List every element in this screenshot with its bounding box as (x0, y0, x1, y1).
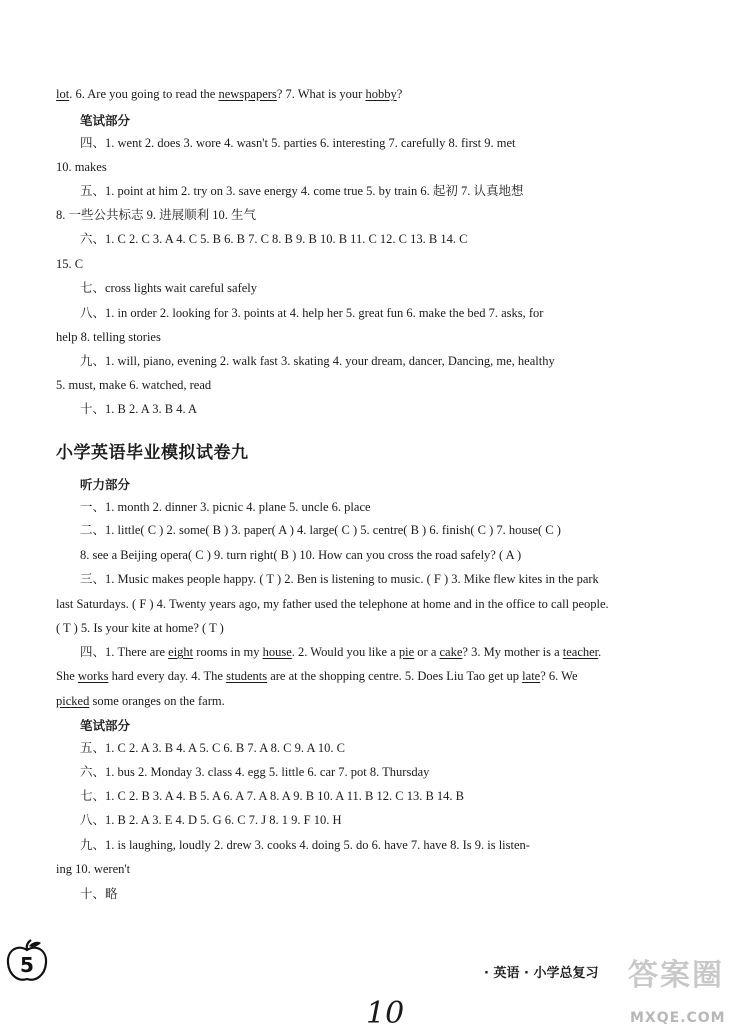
answer-q2-cont: 8. see a Beijing opera( C ) 9. turn right( B ) 10. How can you cross the road safely? ( A ) (80, 548, 522, 562)
text: are at the shopping centre. 5. Does Liu Tao get up (267, 669, 523, 683)
handwritten-page-number: 10 (366, 996, 405, 1031)
answer-q8: 八、1. in order 2. looking for 3. points at 4. help her 5. great fun 6. make the bed 7. asks, for (80, 306, 544, 320)
text: . 2. Would you like a (291, 645, 399, 659)
footer-label: · 英语 · 小学总复习 (484, 966, 599, 981)
answer-q9: 九、1. is laughing, loudly 2. drew 3. cooks 4. doing 5. do 6. have 7. have 8. Is 9. is listen- (80, 838, 530, 852)
underlined-word: works (77, 669, 109, 683)
answer-q7: 七、cross lights wait careful safely (80, 281, 258, 295)
answer-q5-cont: 8. 一些公共标志 9. 进展顺利 10. 生气 (56, 208, 257, 222)
section-title: 小学英语毕业模拟试卷九 (56, 443, 249, 463)
answer-q3: 三、1. Music makes people happy. ( T ) 2. Ben is listening to music. ( F ) 3. Mike flew kites in the park (80, 572, 599, 586)
answer-q10: 十、略 (80, 887, 118, 901)
watermark-url: MXQE.COM (630, 1010, 726, 1026)
text: . 6. Are you going to read the (69, 87, 219, 101)
answer-q7: 七、1. C 2. B 3. A 4. B 5. A 6. A 7. A 8. A 9. B 10. A 11. B 12. C 13. B 14. B (80, 789, 464, 803)
answer-q8-cont: help 8. telling stories (56, 330, 161, 344)
underlined-word: newspapers (218, 87, 277, 101)
answer-q4-cont: 10. makes (56, 160, 107, 174)
underlined-word: house (262, 645, 292, 659)
answer-q6: 六、1. bus 2. Monday 3. class 4. egg 5. little 6. car 7. pot 8. Thursday (80, 765, 430, 779)
underlined-word: pie (398, 645, 415, 659)
answer-q10: 十、1. B 2. A 3. B 4. A (80, 402, 198, 416)
text: hard every day. 4. The (108, 669, 227, 683)
listening-part-heading: 听力部分 (80, 477, 131, 492)
text: or a (414, 645, 440, 659)
text: rooms in my (193, 645, 263, 659)
written-part-heading: 笔试部分 (80, 113, 131, 128)
underlined-word: lot (56, 87, 70, 101)
answer-q4-cont (56, 668, 728, 684)
answer-q2: 二、1. little( C ) 2. some( B ) 3. paper( A ) 4. large( C ) 5. centre( B ) 6. finish( C ) 7. house( C ) (80, 523, 561, 537)
answer-q5: 五、1. C 2. A 3. B 4. A 5. C 6. B 7. A 8. C 9. A 10. C (80, 741, 345, 755)
answer-q4 (80, 644, 728, 660)
text: 四、1. There are (80, 645, 169, 659)
answer-q3-cont2: ( T ) 5. Is your kite at home? ( T ) (56, 621, 224, 635)
text: ? (396, 87, 403, 101)
text: . (598, 645, 602, 659)
text: ? 7. What is your (276, 87, 366, 101)
underlined-word: hobby (365, 87, 397, 101)
apple-page-icon (4, 938, 50, 989)
answer-q1: 一、1. month 2. dinner 3. picnic 4. plane 5. uncle 6. place (80, 500, 371, 514)
apple-number: 5 (20, 953, 34, 977)
text: some oranges on the farm. (89, 694, 225, 708)
answer-q3-cont: last Saturdays. ( F ) 4. Twenty years ago, my father used the telephone at home and in the office to call people. (56, 597, 609, 611)
text: She (56, 669, 78, 683)
answer-q6-cont: 15. C (56, 257, 84, 271)
underlined-word: cake (439, 645, 463, 659)
underlined-word: eight (168, 645, 194, 659)
answer-q8: 八、1. B 2. A 3. E 4. D 5. G 6. C 7. J 8. 1 9. F 10. H (80, 813, 342, 827)
written-part-heading-2: 笔试部分 (80, 718, 131, 733)
underlined-word: picked (56, 694, 90, 708)
answer-q9: 九、1. will, piano, evening 2. walk fast 3. skating 4. your dream, dancer, Dancing, me, healthy (80, 354, 555, 368)
text: ? 3. My mother is a (462, 645, 563, 659)
underlined-word: students (226, 669, 268, 683)
answer-q9-cont: ing 10. weren't (56, 862, 131, 876)
answer-q6: 六、1. C 2. C 3. A 4. C 5. B 6. B 7. C 8. B 9. B 10. B 11. C 12. C 13. B 14. C (80, 232, 468, 246)
answer-line-listening-end (56, 86, 728, 102)
text: ? 6. We (540, 669, 578, 683)
watermark-logo: 答案圈 (628, 958, 724, 993)
answer-q4: 四、1. went 2. does 3. wore 4. wasn't 5. parties 6. interesting 7. carefully 8. first 9. met (80, 136, 516, 150)
answer-q9-cont: 5. must, make 6. watched, read (56, 378, 212, 392)
underlined-word: teacher (562, 645, 599, 659)
answer-q4-cont2 (56, 693, 728, 709)
answer-q5: 五、1. point at him 2. try on 3. save energy 4. come true 5. by train 6. 起初 7. 认真地想 (80, 184, 524, 198)
underlined-word: late (522, 669, 541, 683)
